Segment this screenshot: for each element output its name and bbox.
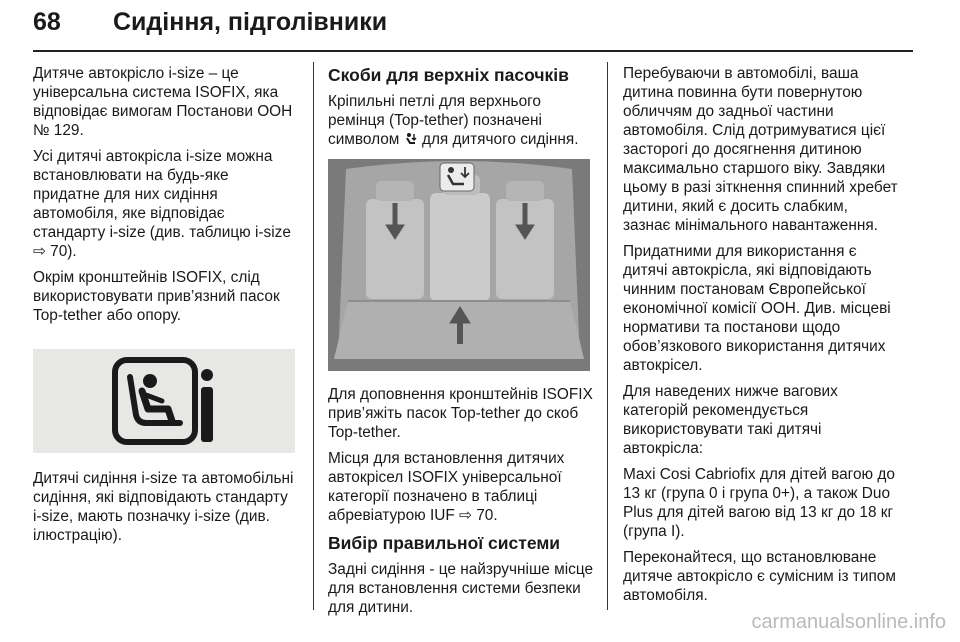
- paragraph: Перебуваючи в автомобілі, ваша дитина повинна бути повернутою обличчям до задньої частини автомобіля. Слід дотримуватися цієї засторогі до досягнення дитиною максимально старшого віку. Завдяки цьому в разі зіткнення спинний хребет дитини, який є досить слабким, зазнає мінімального навантаження.: [623, 65, 898, 234]
- rear-seat-tether-anchors-illustration: [328, 159, 590, 371]
- page-number: 68: [33, 8, 61, 36]
- section-heading: Вибір правильної системи: [328, 533, 561, 553]
- paragraph: Придатними для використання є дитячі автокрісла, які відповідають чинним постановам Європейської економічної комісії ООН. Див. місцеві нормативи та постанови щодо обов’язкового використання дитячих автокрісел.: [623, 243, 891, 374]
- page-header: [33, 8, 920, 48]
- paragraph: Усі дитячі автокрісла i-size можна встановлювати на будь-яке придатне для них сидіння автомобіля, яке відповідає стандарту i-size (див. таблицю i-size ⇨ 70).: [33, 148, 291, 260]
- i-size-child-seat-icon: [33, 349, 295, 453]
- paragraph: Дитячі сидіння i-size та автомобільні сидіння, які відповідають стандарту i-size, мають позначку i-size (див. ілюстрацію).: [33, 470, 294, 544]
- paragraph: Задні сидіння - це найзручніше місце для встановлення системи безпеки для дитини.: [328, 561, 594, 616]
- paragraph: Для наведених нижче вагових категорій рекомендується використовувати такі дитячі автокрісла:: [623, 383, 838, 457]
- header-divider: [33, 50, 913, 52]
- column-3: [623, 64, 898, 612]
- column-divider-1: [313, 62, 314, 610]
- paragraph: Дитяче автокрісло i-size – це універсальна система ISOFIX, яка відповідає вимогам Постанови ООН № 129.: [33, 65, 293, 139]
- watermark: carmanualsonline.info: [751, 611, 946, 633]
- paragraph: Місця для встановлення дитячих автокрісел ISOFIX універсальної категорії позначено в таблиці абревіатурою IUF ⇨ 70.: [328, 450, 565, 524]
- top-tether-anchor-icon: [404, 132, 418, 146]
- column-1: [33, 64, 298, 552]
- section-heading: Скоби для верхніх пасочків: [328, 65, 569, 85]
- paragraph-text: для дитячого сидіння.: [421, 131, 579, 148]
- page-title: Сидіння, підголівники: [113, 8, 388, 36]
- paragraph: [328, 92, 598, 149]
- paragraph: Переконайтеся, що встановлюване дитяче автокрісло є сумісним із типом автомобіля.: [623, 549, 896, 604]
- paragraph: Для доповнення кронштейнів ISOFIX прив’яжіть пасок Top-tether до скоб Top-tether.: [328, 386, 593, 441]
- paragraph: Окрім кронштейнів ISOFIX, слід використовувати прив’язний пасок Top-tether або опору.: [33, 269, 280, 324]
- column-2: [328, 64, 598, 624]
- paragraph: Maxi Cosi Cabriofix для дітей вагою до 13 кг (група 0 і група 0+), а також Duo Plus для дітей вагою від 13 кг до 18 кг (група I).: [623, 466, 895, 540]
- paragraph-text: Кріпильні петлі для верхнього ремінця (Top-tether) позначені символом: [328, 93, 542, 148]
- column-divider-2: [607, 62, 608, 610]
